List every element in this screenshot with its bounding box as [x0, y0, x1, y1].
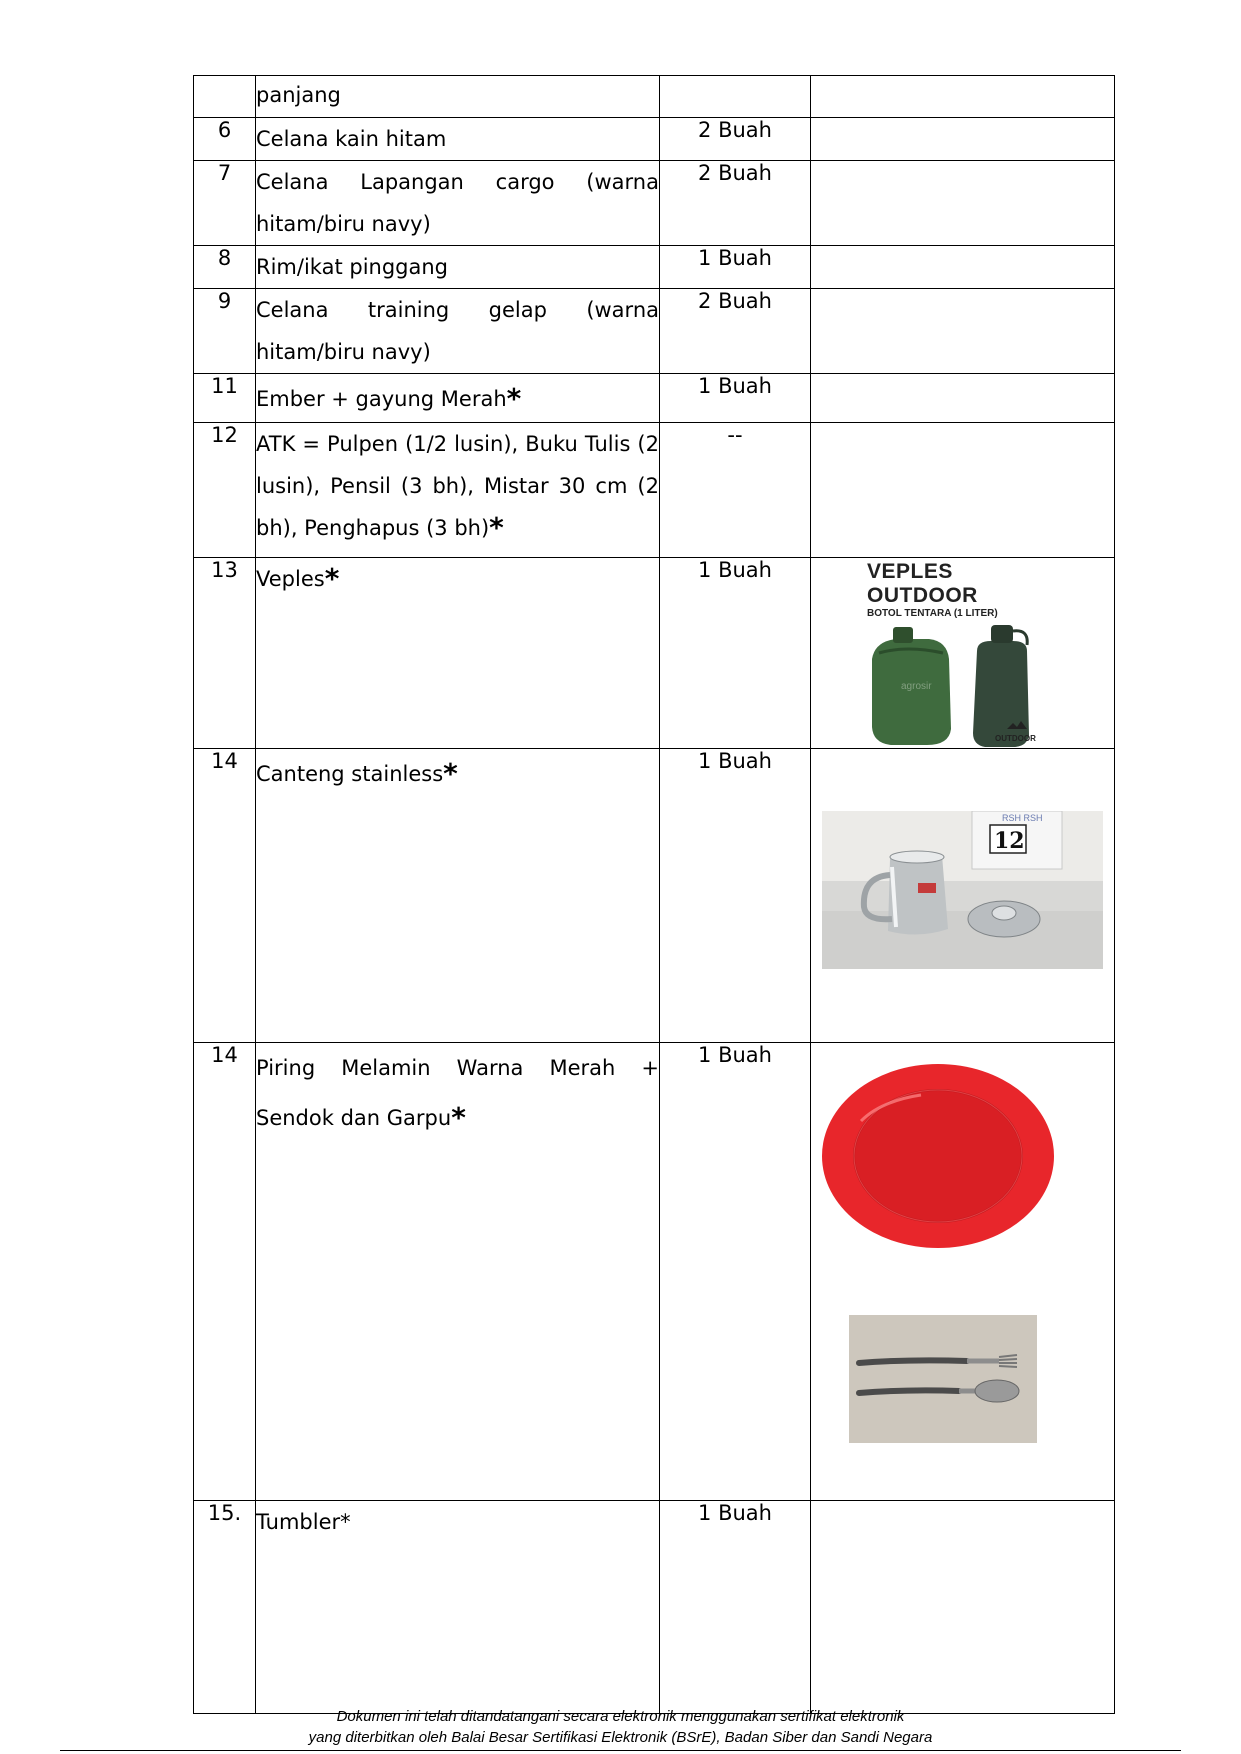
red-plate-image — [821, 1061, 1056, 1251]
row-number: 15. — [194, 1501, 256, 1714]
row-number: 11 — [194, 374, 256, 423]
table-row — [194, 161, 1115, 246]
item-description: Piring Melamin Warna Merah + Sendok dan Garpu* — [256, 1043, 660, 1501]
row-number: 8 — [194, 246, 256, 289]
table-row — [194, 246, 1115, 289]
item-image-cell — [811, 749, 1115, 1043]
item-quantity: 1 Buah — [660, 1501, 811, 1714]
item-description: Celana kain hitam — [256, 118, 660, 161]
outdoor-logo: OUTDOOR — [995, 734, 1036, 743]
item-image-cell — [811, 246, 1115, 289]
item-quantity: 2 Buah — [660, 289, 811, 374]
item-description: ATK = Pulpen (1/2 lusin), Buku Tulis (2 lusin), Pensil (3 bh), Mistar 30 cm (2 bh), Penghapus (3 bh)* — [256, 423, 660, 558]
item-image-cell — [811, 423, 1115, 558]
row-number — [194, 76, 256, 118]
row-number: 14 — [194, 1043, 256, 1501]
stainless-mug-image — [822, 811, 1103, 969]
spoon-fork-image — [849, 1315, 1037, 1443]
box-number: 12 — [994, 828, 1025, 854]
row-number: 6 — [194, 118, 256, 161]
table-row — [194, 749, 1115, 1043]
item-quantity: 1 Buah — [660, 558, 811, 749]
veples-image — [867, 560, 1047, 743]
item-description: Rim/ikat pinggang — [256, 246, 660, 289]
required-asterisk: * — [324, 562, 340, 595]
item-description: Tumbler* — [256, 1501, 660, 1714]
required-asterisk: * — [489, 511, 504, 544]
item-quantity: 1 Buah — [660, 374, 811, 423]
item-description: Celana Lapangan cargo (warna hitam/biru navy) — [256, 161, 660, 246]
item-description: panjang — [256, 76, 660, 118]
row-number: 12 — [194, 423, 256, 558]
item-description: Veples* — [256, 558, 660, 749]
item-image-cell — [811, 374, 1115, 423]
item-description: Canteng stainless* — [256, 749, 660, 1043]
table-row — [194, 423, 1115, 558]
row-number: 9 — [194, 289, 256, 374]
required-asterisk: * — [443, 757, 458, 790]
required-asterisk: * — [506, 382, 522, 415]
table-row — [194, 374, 1115, 423]
item-quantity: 1 Buah — [660, 749, 811, 1043]
required-asterisk: * — [451, 1101, 466, 1134]
footer-line-1: Dokumen ini telah ditandatangani secara elektronik menggunakan sertifikat elektronik — [336, 1708, 905, 1725]
item-image-cell — [811, 558, 1115, 749]
item-quantity: -- — [660, 423, 811, 558]
item-image-cell — [811, 1501, 1115, 1714]
item-description: Ember + gayung Merah* — [256, 374, 660, 423]
veples-image-subtitle: BOTOL TENTARA (1 LITER) — [867, 608, 998, 619]
item-image-cell — [811, 289, 1115, 374]
item-image-cell — [811, 1043, 1115, 1501]
table-row — [194, 1043, 1115, 1501]
row-number: 7 — [194, 161, 256, 246]
table-row — [194, 1501, 1115, 1714]
veples-image-title: VEPLES OUTDOOR — [867, 560, 978, 607]
canteen-bottle-graphic — [867, 619, 1047, 749]
row-number: 14 — [194, 749, 256, 1043]
item-image-cell — [811, 161, 1115, 246]
svg-text:RSH RSH: RSH RSH — [1002, 813, 1043, 823]
item-quantity — [660, 76, 811, 118]
item-quantity: 1 Buah — [660, 246, 811, 289]
footer-rule — [60, 1750, 1181, 1751]
veples-watermark: agrosir — [901, 681, 932, 692]
item-quantity: 2 Buah — [660, 118, 811, 161]
item-image-cell — [811, 118, 1115, 161]
item-quantity: 1 Buah — [660, 1043, 811, 1501]
table-row — [194, 76, 1115, 118]
item-image-cell — [811, 76, 1115, 118]
item-description: Celana training gelap (warna hitam/biru navy) — [256, 289, 660, 374]
table-row — [194, 118, 1115, 161]
row-number: 13 — [194, 558, 256, 749]
table-row — [194, 289, 1115, 374]
equipment-table — [193, 75, 1115, 1714]
item-quantity: 2 Buah — [660, 161, 811, 246]
table-row — [194, 558, 1115, 749]
footer-line-2: yang diterbitkan oleh Balai Besar Sertifikasi Elektronik (BSrE), Badan Siber dan Sandi Negara — [308, 1729, 933, 1746]
